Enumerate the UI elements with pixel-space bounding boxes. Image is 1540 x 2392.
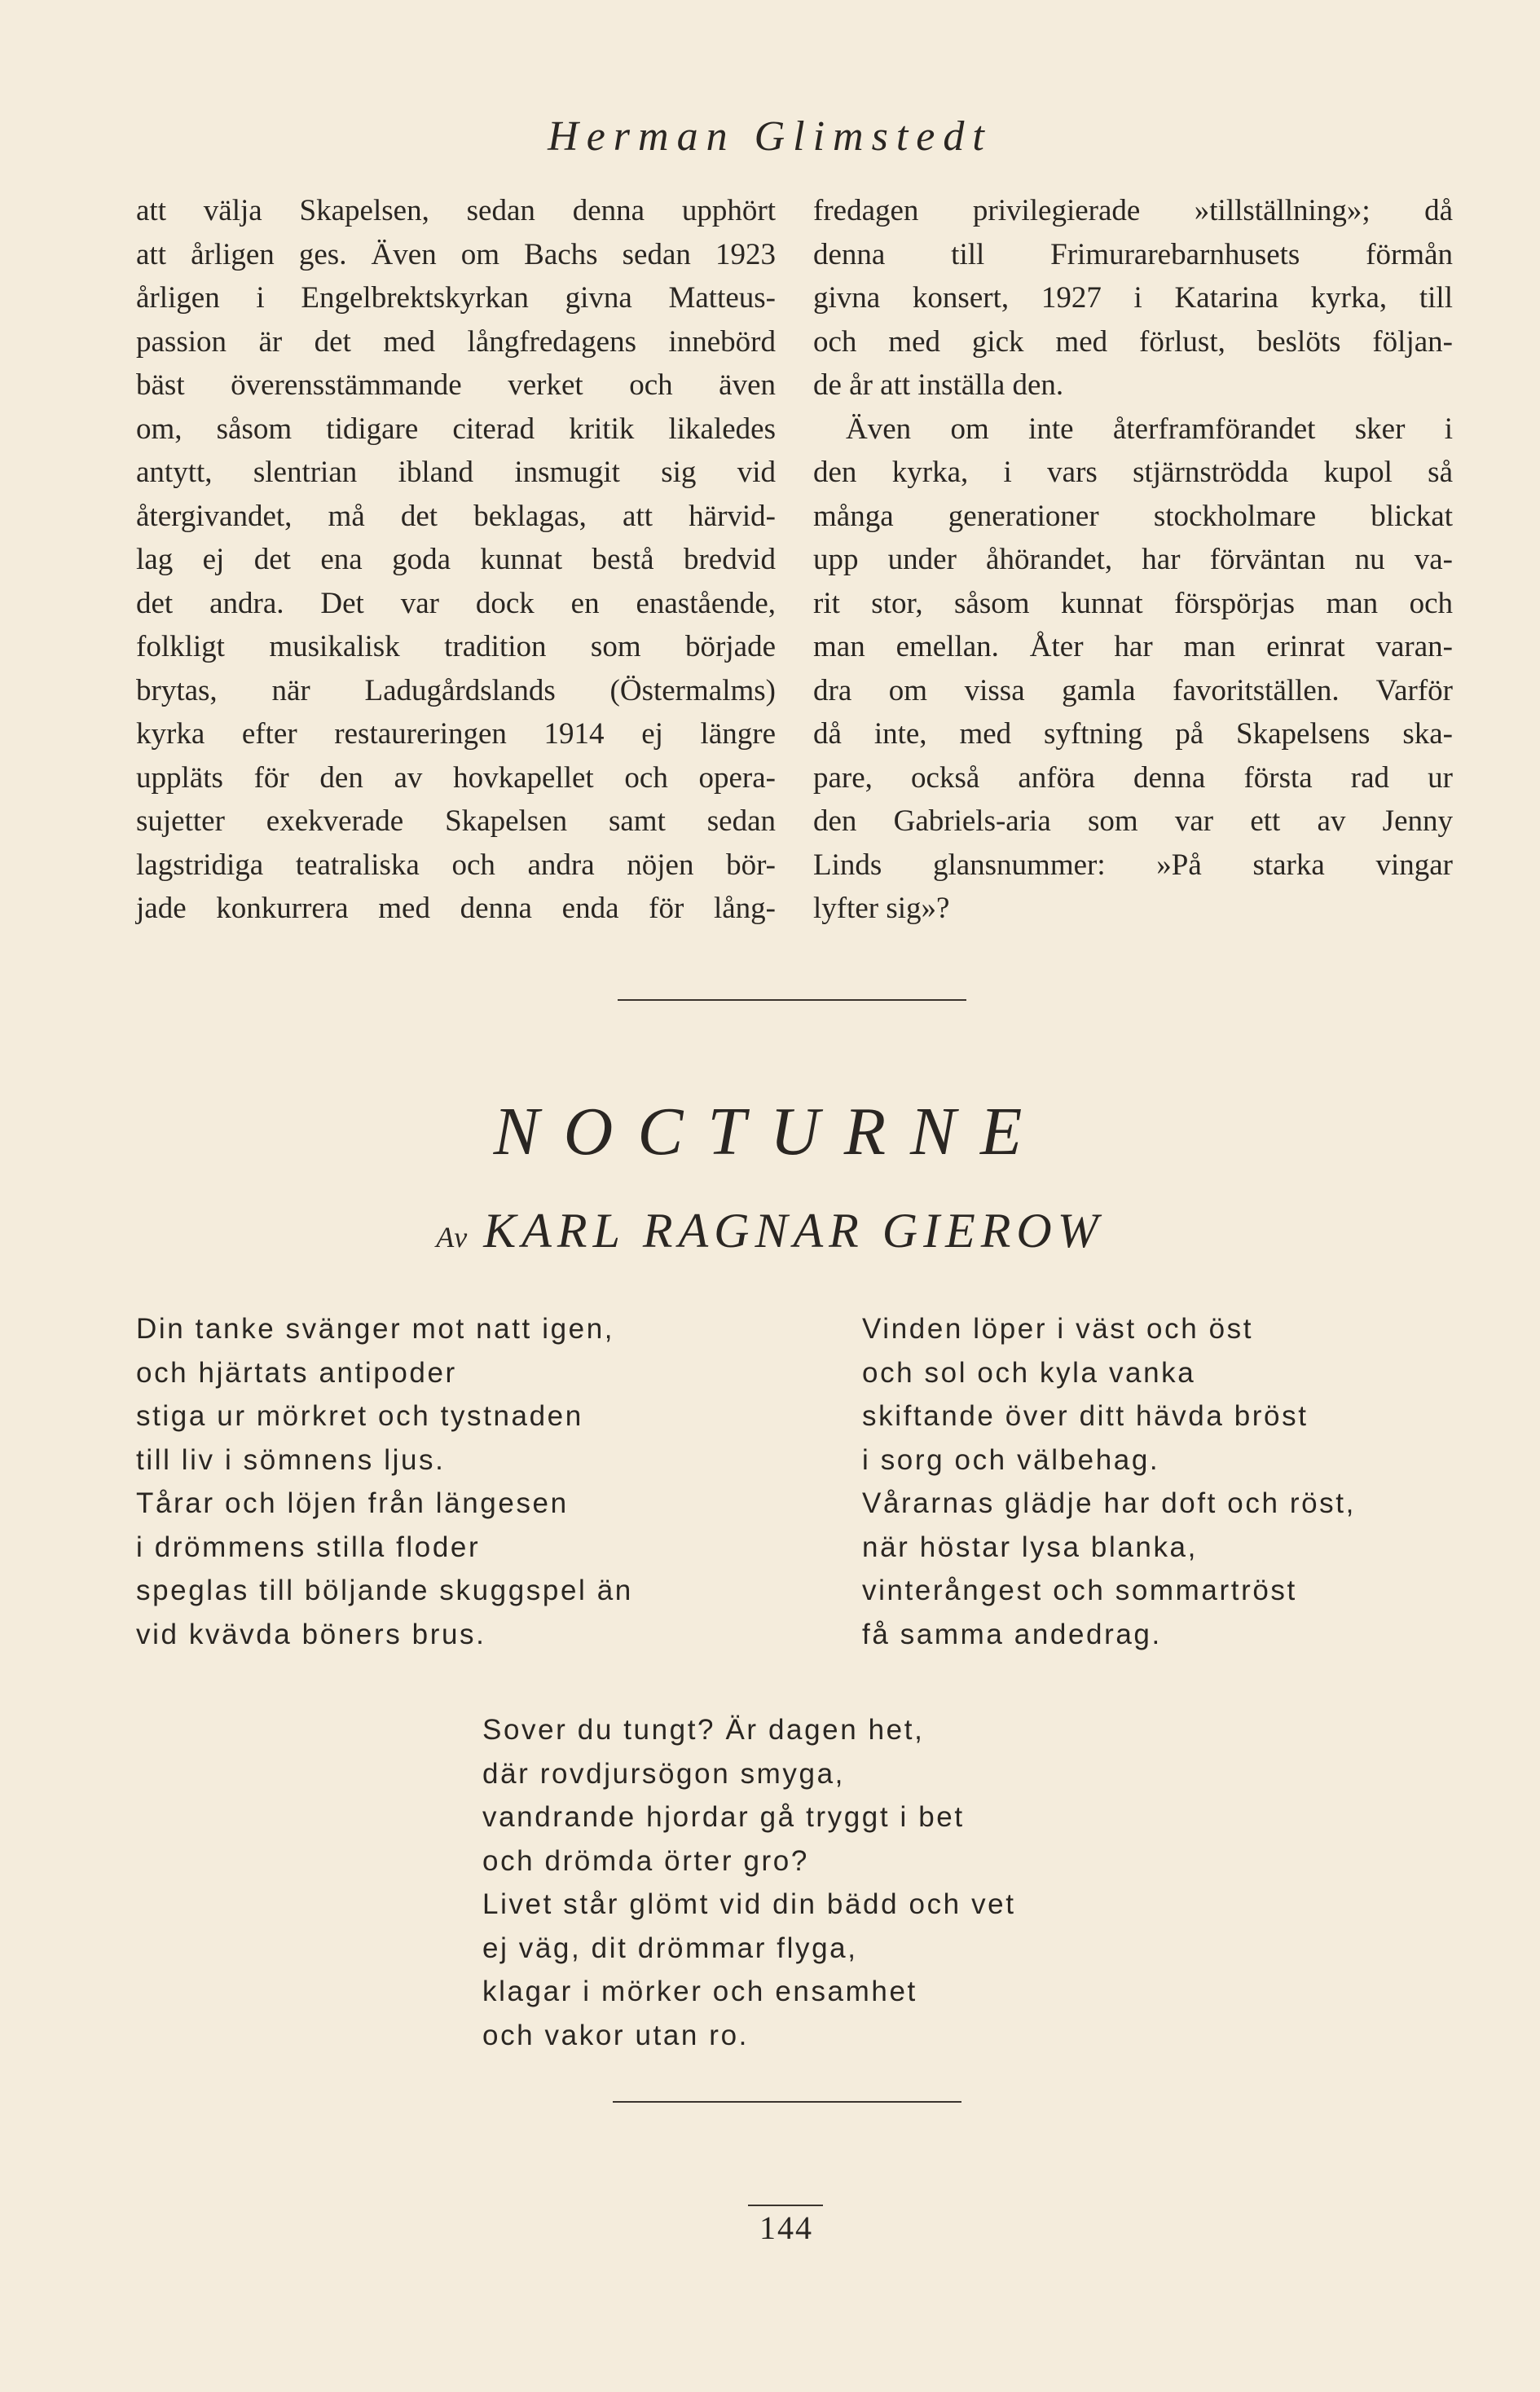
verse-line: vinterångest och sommartröst — [862, 1575, 1297, 1606]
verse-line: Livet står glömt vid din bädd och vet — [482, 1888, 1016, 1920]
verse-line: i sorg och välbehag. — [862, 1443, 1160, 1476]
article-right-column — [813, 189, 1453, 931]
prose-line: att årligen ges. Även om Bachs sedan 1923 — [136, 237, 776, 271]
prose-line: rit stor, såsom kunnat förspörjas man och — [813, 586, 1453, 620]
poem-stanza-1 — [136, 1307, 633, 1656]
prose-line: givna konsert, 1927 i Katarina kyrka, till — [813, 281, 1453, 315]
verse-line: vid kvävda böners brus. — [136, 1618, 486, 1650]
prose-line: det andra. Det var dock en enastående, — [136, 586, 776, 620]
verse-line: i drömmens stilla floder — [136, 1531, 481, 1563]
prose-line: lag ej det ena goda kunnat bestå bredvid — [136, 543, 776, 576]
prose-line: lagstridiga teatraliska och andra nöjen bör- — [136, 848, 776, 882]
prose-line: denna till Frimurarebarnhusets förmån — [813, 237, 1453, 271]
verse-line: när höstar lysa blanka, — [862, 1531, 1198, 1563]
prose-line: Linds glansnummer: »På starka vingar — [813, 848, 1453, 882]
verse-line: Din tanke svänger mot natt igen, — [136, 1313, 615, 1345]
verse-line: stiga ur mörkret och tystnaden — [136, 1400, 583, 1432]
verse-line: Vinden löper i väst och öst — [862, 1313, 1254, 1345]
verse-line: och sol och kyla vanka — [862, 1356, 1196, 1389]
verse-line: få samma andedrag. — [862, 1618, 1162, 1650]
prose-line: dra om vissa gamla favoritställen. Varför — [813, 673, 1453, 707]
prose-line: sujetter exekverade Skapelsen samt sedan — [136, 804, 776, 838]
prose-line: återgivandet, må det beklagas, att härvid- — [136, 499, 776, 533]
verse-line: Tårar och löjen från längesen — [136, 1487, 569, 1519]
prose-line: kyrka efter restaureringen 1914 ej längre — [136, 717, 776, 751]
prose-line: och med gick med förlust, beslöts följan- — [813, 324, 1453, 359]
verse-line: klagar i mörker och ensamhet — [482, 1976, 917, 2007]
verse-line: och vakor utan ro. — [482, 2019, 749, 2051]
prose-line: den Gabriels-aria som var ett av Jenny — [813, 804, 1453, 838]
prose-line: de år att inställa den. — [813, 368, 1064, 402]
article-left-column — [136, 189, 776, 931]
prose-line: lyfter sig»? — [813, 892, 950, 925]
prose-line: man emellan. Åter har man erinrat varan- — [813, 630, 1453, 663]
verse-line: och hjärtats antipoder — [136, 1356, 457, 1389]
running-head: Herman Glimstedt — [548, 113, 992, 160]
poem-stanza-2 — [862, 1307, 1356, 1656]
poem-title: NOCTURNE — [493, 1094, 1047, 1170]
verse-line: skiftande över ditt hävda bröst — [862, 1400, 1309, 1432]
prose-line: antytt, slentrian ibland insmugit sig vid — [136, 456, 776, 489]
prose-line: om, såsom tidigare citerad kritik likaledes — [136, 412, 776, 446]
prose-line: bäst överensstämmande verket och även — [136, 368, 776, 402]
verse-line: Vårarnas glädje har doft och röst, — [862, 1487, 1356, 1519]
prose-line: den kyrka, i vars stjärnströdda kupol så — [813, 456, 1453, 489]
poem-stanza-3 — [482, 1708, 1016, 2057]
verse-line: och drömda örter gro? — [482, 1844, 809, 1877]
folio-rule — [748, 2205, 823, 2206]
prose-line: passion är det med långfredagens innebörd — [136, 324, 776, 359]
prose-line: Även om inte återframförandet sker i — [846, 412, 1453, 446]
page-number: 144 — [759, 2209, 813, 2246]
prose-line: upp under åhörandet, har förväntan nu va- — [813, 543, 1453, 576]
verse-line: där rovdjursögon smyga, — [482, 1757, 845, 1790]
poem-author: KARL RAGNAR GIEROW — [483, 1204, 1104, 1258]
prose-line: brytas, när Ladugårdslands (Östermalms) — [136, 673, 776, 707]
section-divider — [613, 2101, 961, 2103]
prose-line: då inte, med syftning på Skapelsens ska- — [813, 717, 1453, 751]
prose-line: folkligt musikalisk tradition som började — [136, 630, 776, 663]
verse-line: Sover du tungt? Är dagen het, — [482, 1714, 925, 1746]
prose-line: att välja Skapelsen, sedan denna upphört — [136, 194, 776, 227]
prose-line: årligen i Engelbrektskyrkan givna Matteus- — [136, 281, 776, 315]
verse-line: vandrande hjordar gå tryggt i bet — [482, 1801, 965, 1833]
prose-line: pare, också anföra denna första rad ur — [813, 760, 1453, 795]
verse-line: ej väg, dit drömmar flyga, — [482, 1932, 858, 1964]
section-divider — [618, 999, 966, 1001]
prose-line: jade konkurrera med denna enda för lång- — [136, 892, 776, 925]
byline-prefix: Av — [436, 1221, 469, 1253]
verse-line: till liv i sömnens ljus. — [136, 1443, 446, 1476]
prose-line: fredagen privilegierade »tillställning»; då — [813, 194, 1453, 227]
poem-byline — [0, 1203, 1540, 1259]
prose-line: uppläts för den av hovkapellet och opera- — [136, 760, 776, 795]
verse-line: speglas till böljande skuggspel än — [136, 1575, 633, 1606]
prose-line: många generationer stockholmare blickat — [813, 499, 1453, 533]
